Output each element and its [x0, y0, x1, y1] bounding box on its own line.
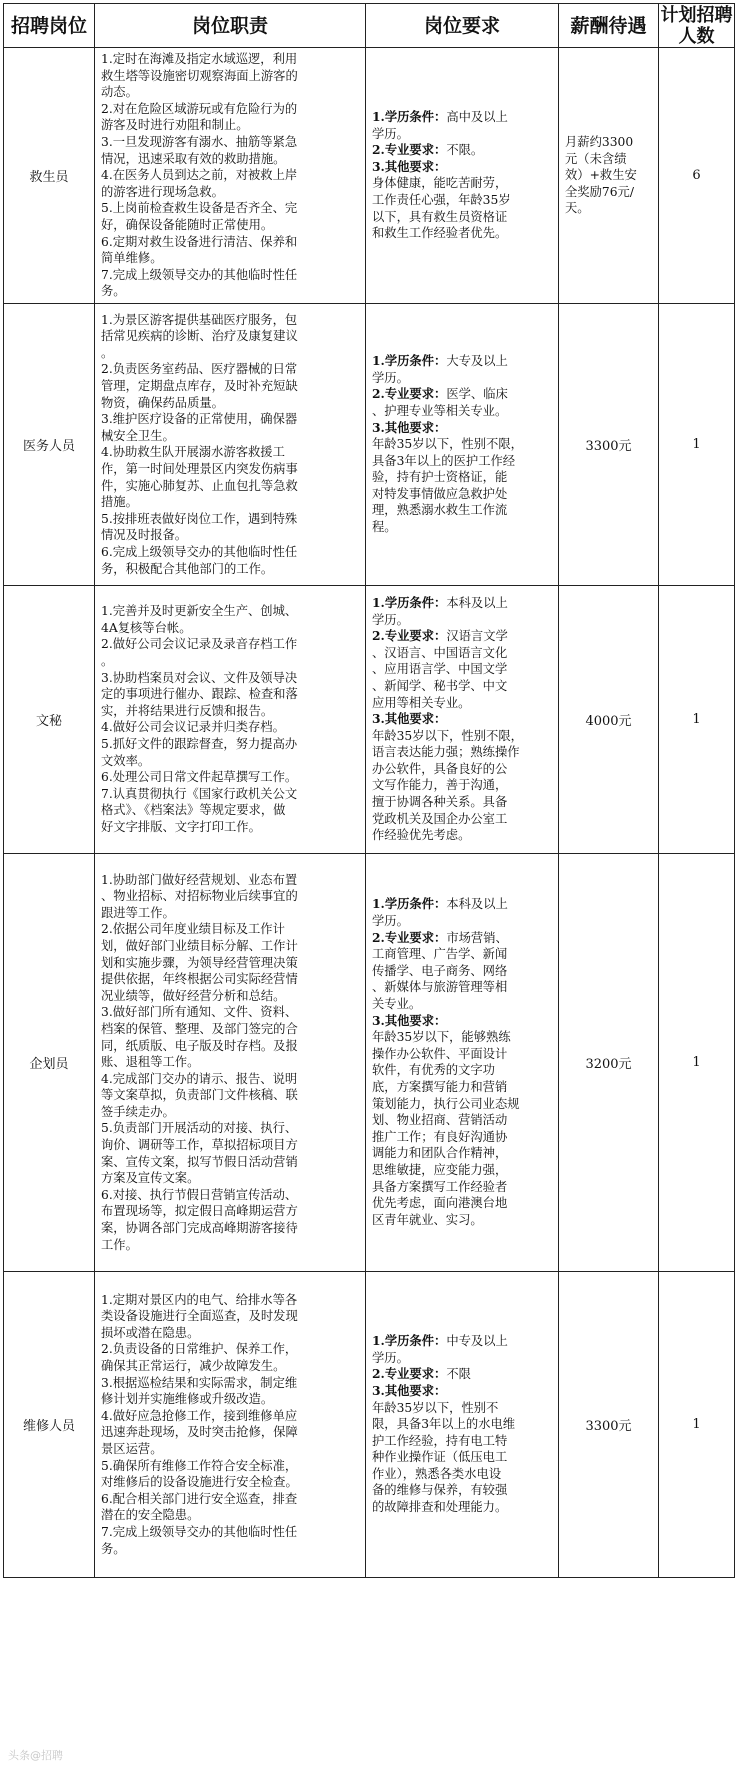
requirement-line: [372, 436, 552, 453]
requirement-label: 1.学历条件：: [372, 109, 447, 125]
duty-line: 景区运营。: [101, 1442, 163, 1456]
requirement-line: [372, 1179, 552, 1196]
requirement-line: [372, 225, 552, 242]
duty-line: 好，确保设备能随时正常使用。: [101, 217, 274, 232]
requirement-line: [372, 370, 552, 387]
position-name: 维修人员: [4, 1271, 95, 1577]
requirement-text: 思维敏捷，应变能力强，: [372, 1162, 508, 1177]
requirements-cell: [366, 303, 559, 585]
duty-line: 划，做好部门业绩目标分解、工作计: [101, 938, 298, 953]
salary-cell: [559, 48, 659, 304]
requirement-text: 年龄35岁以下，性别不限，: [372, 728, 523, 743]
requirement-line: [372, 645, 552, 662]
requirement-line: [372, 502, 552, 519]
requirement-text: 限，具备3年以上的水电维: [372, 1417, 516, 1432]
duty-line: 况业绩等，做好经营分析和总结。: [101, 988, 286, 1003]
requirement-line: [372, 896, 552, 913]
requirement-line: [372, 1499, 552, 1516]
duty-line: 格式》、《档案法》等规定要求，做: [101, 803, 286, 818]
duty-line: 账、退租等工作。: [101, 1055, 200, 1070]
requirement-label: 3.其他要求：: [372, 711, 447, 727]
requirement-line: [372, 979, 552, 996]
requirement-text: 传播学、电子商务、网络: [372, 963, 508, 978]
requirement-text: 学历。: [372, 612, 409, 627]
requirement-line: [372, 1062, 552, 1079]
salary-line: 天。: [565, 201, 590, 216]
requirement-text: 学历。: [372, 1350, 409, 1365]
duty-line: 2.对在危险区域游玩或有危险行为的: [101, 101, 298, 116]
requirement-line: [372, 913, 552, 930]
requirement-text: 高中及以上: [446, 110, 508, 125]
duties-cell: [95, 1271, 366, 1577]
requirement-line: [372, 1129, 552, 1146]
requirement-text: 工作责任心强，年龄35岁: [372, 193, 511, 208]
duty-line: 4.协助救生队开展溺水游客救援工: [101, 445, 285, 460]
requirement-text: 具备3年以上的医护工作经: [372, 453, 516, 468]
requirement-text: 年龄35岁以下，性别不: [372, 1400, 499, 1415]
requirement-line: [372, 1482, 552, 1499]
requirement-line: [372, 744, 552, 761]
duty-line: 务。: [101, 1541, 126, 1556]
requirement-line: [372, 930, 552, 947]
requirement-line: [372, 1366, 552, 1383]
duty-line: 确保其正常运行，减少故障发生。: [101, 1359, 286, 1374]
duty-line: 动态。: [101, 85, 138, 100]
duty-line: 6.对接、执行节假日营销宣传活动、: [101, 1187, 298, 1202]
requirement-text: 护工作经验，持有电工特: [372, 1433, 508, 1448]
requirement-line: [372, 963, 552, 980]
requirement-line: [372, 209, 552, 226]
table-row: [4, 1271, 735, 1577]
requirement-text: 办公软件，具备良好的公: [372, 761, 508, 776]
requirement-text: 、新媒体与旅游管理等相: [372, 980, 508, 995]
salary-line: 全奖励76元/: [565, 184, 634, 199]
requirement-text: 推广工作；有良好沟通协: [372, 1129, 508, 1144]
duty-line: 2.负责医务室药品、医疗器械的日常: [101, 362, 298, 377]
requirement-label: 2.专业要求：: [372, 386, 447, 402]
requirement-line: [372, 1416, 552, 1433]
requirement-line: [372, 711, 552, 728]
requirement-label: 2.专业要求：: [372, 929, 447, 945]
duty-line: 5.确保所有维修工作符合安全标准，: [101, 1458, 298, 1473]
salary-line: 效）+救生安: [565, 168, 637, 183]
requirement-text: 的故障排查和处理能力。: [372, 1500, 508, 1515]
duty-line: 4.做好公司会议记录并归类存档。: [101, 720, 285, 735]
header-headcount: 计划招聘人数: [660, 4, 733, 47]
requirement-text: 作业），熟悉各类水电设: [372, 1466, 502, 1481]
duty-line: 定的事项进行催办、跟踪、检查和落: [101, 687, 298, 702]
duty-line: 5.抓好文件的跟踪督查，努力提高办: [101, 737, 298, 751]
salary-line: 3200元: [585, 1056, 632, 1072]
requirement-line: [372, 595, 552, 612]
duty-line: 1.协助部门做好经营规划、业态布置: [101, 872, 298, 887]
duty-line: 游客及时进行劝阻和制止。: [101, 118, 249, 133]
requirement-text: 、应用语言学、中国文学: [372, 662, 508, 677]
requirement-line: [372, 126, 552, 143]
requirement-line: [372, 1383, 552, 1400]
requirement-label: 3.其他要求：: [372, 158, 447, 174]
duty-line: 5.上岗前检查救生设备是否齐全、完: [101, 201, 298, 216]
requirement-line: [372, 1096, 552, 1113]
duty-line: 管理，定期盘点库存，及时补充短缺: [101, 379, 298, 394]
requirement-line: [372, 1333, 552, 1350]
requirement-label: 1.学历条件：: [372, 353, 447, 369]
headcount-cell: 1: [659, 1271, 735, 1577]
requirement-text: 年龄35岁以下，性别不限，: [372, 437, 523, 452]
table-row: [4, 303, 735, 585]
requirement-line: [372, 192, 552, 209]
requirement-text: 医学、临床: [446, 387, 508, 402]
duty-line: 械安全卫生。: [101, 428, 175, 443]
requirement-text: 对特发事情做应急救护处: [372, 486, 508, 501]
header-requirements: 岗位要求: [366, 4, 559, 48]
duty-line: 4.完成部门交办的请示、报告、说明: [101, 1071, 298, 1086]
duty-line: 的游客进行现场急救。: [101, 184, 224, 199]
duty-line: 物资，确保药品质量。: [101, 395, 224, 410]
duty-line: 提供依据，年终根据公司实际经营情: [101, 972, 298, 987]
requirement-line: [372, 1145, 552, 1162]
requirement-line: [372, 1195, 552, 1212]
duty-line: 。: [101, 345, 114, 360]
salary-cell: [559, 585, 659, 853]
requirement-line: [372, 695, 552, 712]
requirement-text: 、护理专业等相关专业。: [372, 403, 508, 418]
requirement-line: [372, 612, 552, 629]
requirement-text: 具备方案撰写工作经验者: [372, 1179, 508, 1194]
requirement-text: 不限: [446, 1367, 471, 1382]
duties-cell: [95, 585, 366, 853]
requirement-text: 关专业。: [372, 997, 422, 1012]
duty-line: 简单维修。: [101, 251, 163, 266]
requirement-line: [372, 453, 552, 470]
duty-line: 跟进等工作。: [101, 905, 175, 920]
duty-line: 5.负责部门开展活动的对接、执行、: [101, 1121, 298, 1136]
requirement-text: 学历。: [372, 370, 409, 385]
requirement-text: 市场营销、: [446, 930, 508, 945]
duty-line: 3.协助档案员对会议、文件及领导决: [101, 670, 298, 685]
requirement-text: 擅于协调各种关系。具备: [372, 795, 508, 810]
requirement-line: [372, 1449, 552, 1466]
duty-line: 同，纸质版、电子版及时存档。及报: [101, 1038, 298, 1053]
headcount-cell: 1: [659, 853, 735, 1271]
header-salary: 薪酬待遇: [559, 4, 659, 48]
duty-line: 案、宣传文案，拟写节假日活动营销: [101, 1154, 298, 1169]
salary-cell: [559, 303, 659, 585]
header-duties: 岗位职责: [95, 4, 366, 48]
requirement-text: 底，方案撰写能力和营销: [372, 1080, 508, 1094]
requirement-label: 1.学历条件：: [372, 594, 447, 610]
duty-line: 文效率。: [101, 753, 151, 768]
requirement-label: 1.学历条件：: [372, 1333, 447, 1349]
duty-line: 好文字排版、文字打印工作。: [101, 819, 261, 834]
duty-line: 。: [101, 654, 114, 669]
headcount-cell: 6: [659, 48, 735, 304]
requirement-text: 操作办公软件、平面设计: [372, 1046, 508, 1061]
watermark: 头条@招聘: [8, 1749, 63, 1762]
duty-line: 1.完善并及时更新安全生产、创城、: [101, 604, 298, 619]
requirement-text: 不限。: [446, 143, 484, 158]
requirement-line: [372, 1433, 552, 1450]
salary-line: 4000元: [585, 713, 632, 729]
requirement-line: [372, 519, 552, 536]
requirement-line: [372, 728, 552, 745]
duty-line: 签手续走办。: [101, 1104, 175, 1119]
requirement-text: 学历。: [372, 914, 409, 929]
requirement-line: [372, 1212, 552, 1229]
requirement-line: [372, 159, 552, 176]
position-name: 企划员: [4, 853, 95, 1271]
requirement-line: [372, 486, 552, 503]
duty-line: 情况及时报备。: [101, 528, 188, 543]
requirement-text: 备的维修与保养，有较强: [372, 1483, 508, 1498]
duty-line: 2.做好公司会议记录及录音存档工作: [101, 637, 298, 652]
duty-line: 3.根据巡检结果和实际需求，制定维: [101, 1375, 298, 1390]
requirement-text: 调能力和团队合作精神，: [372, 1146, 508, 1161]
duty-line: 潜在的安全隐患。: [101, 1508, 200, 1523]
requirement-text: 应用等相关专业。: [372, 695, 471, 710]
salary-line: 元（未含绩: [565, 151, 627, 166]
requirement-line: [372, 661, 552, 678]
requirement-text: 策划能力，执行公司业态规: [372, 1096, 520, 1111]
requirement-text: 理，熟悉溺水救生工作流: [372, 503, 508, 518]
duty-line: 2.依据公司年度业绩目标及工作计: [101, 922, 285, 937]
duty-line: 4.在医务人员到达之前，对被救上岸: [101, 168, 298, 183]
requirement-text: 语言表达能力强；熟练操作: [372, 745, 520, 760]
requirement-text: 年龄35岁以下，能够熟练: [372, 1030, 511, 1045]
duty-line: 6.配合相关部门进行安全巡查，排查: [101, 1491, 298, 1506]
requirement-text: 、新闻学、秘书学、中文: [372, 678, 508, 693]
duty-line: 、物业招标、对招标物业后续事宜的: [101, 889, 298, 904]
duty-line: 情况，迅速采取有效的救助措施。: [101, 151, 286, 166]
requirement-text: 种作业操作证（低压电工: [372, 1450, 508, 1465]
salary-cell: [559, 853, 659, 1271]
requirement-text: 作经验优先考虑。: [372, 828, 471, 843]
duty-line: 方案及宣传文案。: [101, 1171, 200, 1186]
position-name: 文秘: [4, 585, 95, 853]
salary-line: 3300元: [585, 1418, 632, 1434]
requirement-line: [372, 1079, 552, 1096]
requirement-line: [372, 175, 552, 192]
requirement-line: [372, 827, 552, 844]
duty-line: 询价、调研等工作，草拟招标项目方: [101, 1138, 298, 1153]
headcount-cell: 1: [659, 303, 735, 585]
requirement-line: [372, 1350, 552, 1367]
duty-line: 迅速奔赴现场，及时突击抢修，保障: [101, 1425, 298, 1440]
requirement-label: 3.其他要求：: [372, 1382, 447, 1398]
requirement-text: 优先考虑，面向港澳台地: [372, 1196, 508, 1211]
duty-line: 7.完成上级领导交办的其他临时性任: [101, 1524, 298, 1539]
duty-line: 4A复核等台帐。: [101, 620, 192, 635]
duty-line: 对维修后的设备设施进行安全检查。: [101, 1475, 298, 1490]
requirement-line: [372, 1046, 552, 1063]
requirement-line: [372, 777, 552, 794]
duty-line: 措施。: [101, 495, 138, 510]
duty-line: 救生塔等设施密切观察海面上游客的: [101, 68, 298, 83]
duty-line: 括常见疾病的诊断、治疗及康复建议: [101, 329, 298, 344]
requirement-line: [372, 811, 552, 828]
duty-line: 1.为景区游客提供基础医疗服务，包: [101, 312, 298, 327]
table-row: [4, 48, 735, 304]
duty-line: 务，积极配合其他部门的工作。: [101, 561, 274, 576]
duty-line: 实，并将结果进行反馈和报告。: [101, 703, 274, 718]
requirement-text: 中专及以上: [446, 1334, 508, 1349]
duty-line: 6.处理公司日常文件起草撰写工作。: [101, 770, 298, 785]
requirement-line: [372, 469, 552, 486]
requirement-text: 身体健康，能吃苦耐劳，: [372, 176, 508, 191]
requirement-line: [372, 1013, 552, 1030]
duty-line: 3.做好部门所有通知、文件、资料、: [101, 1005, 298, 1020]
requirement-text: 、汉语言、中国语言文化: [372, 645, 508, 660]
requirement-text: 党政机关及国企办公室工: [372, 811, 508, 826]
requirement-text: 本科及以上: [446, 897, 508, 912]
requirement-text: 划、物业招商、营销活动: [372, 1113, 508, 1128]
requirement-text: 以下，具有救生员资格证: [372, 209, 508, 224]
requirement-text: 学历。: [372, 126, 409, 141]
duty-line: 档案的保管、整理、及部门签完的合: [101, 1021, 298, 1036]
salary-cell: [559, 1271, 659, 1577]
requirement-text: 程。: [372, 520, 397, 535]
duty-line: 工作。: [101, 1237, 138, 1252]
duty-line: 1.定时在海滩及指定水域巡逻，利用: [101, 52, 298, 66]
requirement-line: [372, 109, 552, 126]
requirement-line: [372, 1029, 552, 1046]
duty-line: 案，协调各部门完成高峰期游客接待: [101, 1221, 298, 1236]
header-position: 招聘岗位: [4, 4, 95, 48]
duty-line: 作，第一时间处理景区内突发伤病事: [101, 462, 298, 476]
position-name: 救生员: [4, 48, 95, 304]
requirement-line: [372, 678, 552, 695]
requirement-text: 验，持有护士资格证，能: [372, 470, 508, 485]
salary-line: 月薪约3300: [565, 134, 634, 149]
duty-line: 布置现场等，拟定假日高峰期运营方: [101, 1204, 298, 1219]
requirement-line: [372, 142, 552, 159]
duty-line: 4.做好应急抢修工作，接到维修单应: [101, 1408, 298, 1423]
requirement-line: [372, 761, 552, 778]
requirement-text: 汉语言文学: [446, 629, 508, 644]
duty-line: 7.认真贯彻执行《国家行政机关公文: [101, 786, 298, 801]
requirements-cell: [366, 585, 559, 853]
requirement-label: 3.其他要求：: [372, 419, 447, 435]
duty-line: 等文案草拟，负责部门文件核稿、联: [101, 1088, 298, 1103]
requirement-line: [372, 1400, 552, 1417]
recruitment-table: [3, 3, 735, 1578]
duties-cell: [95, 303, 366, 585]
requirement-text: 文写作能力，善于沟通，: [372, 778, 508, 793]
requirement-label: 2.专业要求：: [372, 628, 447, 644]
requirement-label: 2.专业要求：: [372, 142, 447, 158]
requirement-text: 大专及以上: [446, 354, 508, 369]
duty-line: 务。: [101, 284, 126, 299]
requirement-label: 1.学历条件：: [372, 896, 447, 912]
duty-line: 1.定期对景区内的电气、给排水等各: [101, 1292, 298, 1307]
requirement-text: 工商管理、广告学、新闻: [372, 947, 508, 962]
duty-line: 损坏或潜在隐患。: [101, 1325, 200, 1340]
duty-line: 6.完成上级领导交办的其他临时性任: [101, 544, 298, 559]
duty-line: 7.完成上级领导交办的其他临时性任: [101, 267, 298, 282]
requirement-line: [372, 1162, 552, 1179]
requirement-label: 2.专业要求：: [372, 1366, 447, 1382]
duty-line: 5.按排班表做好岗位工作，遇到特殊: [101, 511, 298, 526]
duty-line: 件，实施心肺复苏、止血包扎等急救: [101, 478, 298, 493]
requirement-line: [372, 946, 552, 963]
requirement-line: [372, 1112, 552, 1129]
duties-cell: [95, 853, 366, 1271]
duty-line: 2.负责设备的日常维护、保养工作，: [101, 1342, 298, 1357]
requirement-text: 区青年就业、实习。: [372, 1212, 483, 1227]
table-row: [4, 853, 735, 1271]
position-name: 医务人员: [4, 303, 95, 585]
requirement-line: [372, 420, 552, 437]
headcount-cell: 1: [659, 585, 735, 853]
requirement-line: [372, 996, 552, 1013]
requirement-line: [372, 353, 552, 370]
requirement-text: 和救生工作经验者优先。: [372, 226, 508, 241]
requirements-cell: [366, 48, 559, 304]
duty-line: 划和实施步骤，为领导经营管理决策: [101, 955, 298, 970]
requirements-cell: [366, 853, 559, 1271]
requirements-cell: [366, 1271, 559, 1577]
duty-line: 3.一旦发现游客有溺水、抽筋等紧急: [101, 134, 298, 149]
header-row: [4, 4, 735, 48]
requirement-line: [372, 403, 552, 420]
salary-line: 3300元: [585, 438, 632, 454]
table-row: [4, 585, 735, 853]
requirement-text: 本科及以上: [446, 595, 508, 610]
requirement-line: [372, 628, 552, 645]
duties-cell: [95, 48, 366, 304]
duty-line: 3.维护医疗设备的正常使用，确保器: [101, 412, 298, 427]
requirement-text: 软件，有优秀的文字功: [372, 1063, 495, 1078]
requirement-label: 3.其他要求：: [372, 1012, 447, 1028]
duty-line: 6.定期对救生设备进行清洁、保养和: [101, 234, 298, 249]
requirement-line: [372, 386, 552, 403]
duty-line: 类设备设施进行全面巡查，及时发现: [101, 1309, 298, 1324]
duty-line: 修计划并实施维修或升级改造。: [101, 1392, 274, 1407]
requirement-line: [372, 1466, 552, 1483]
requirement-line: [372, 794, 552, 811]
